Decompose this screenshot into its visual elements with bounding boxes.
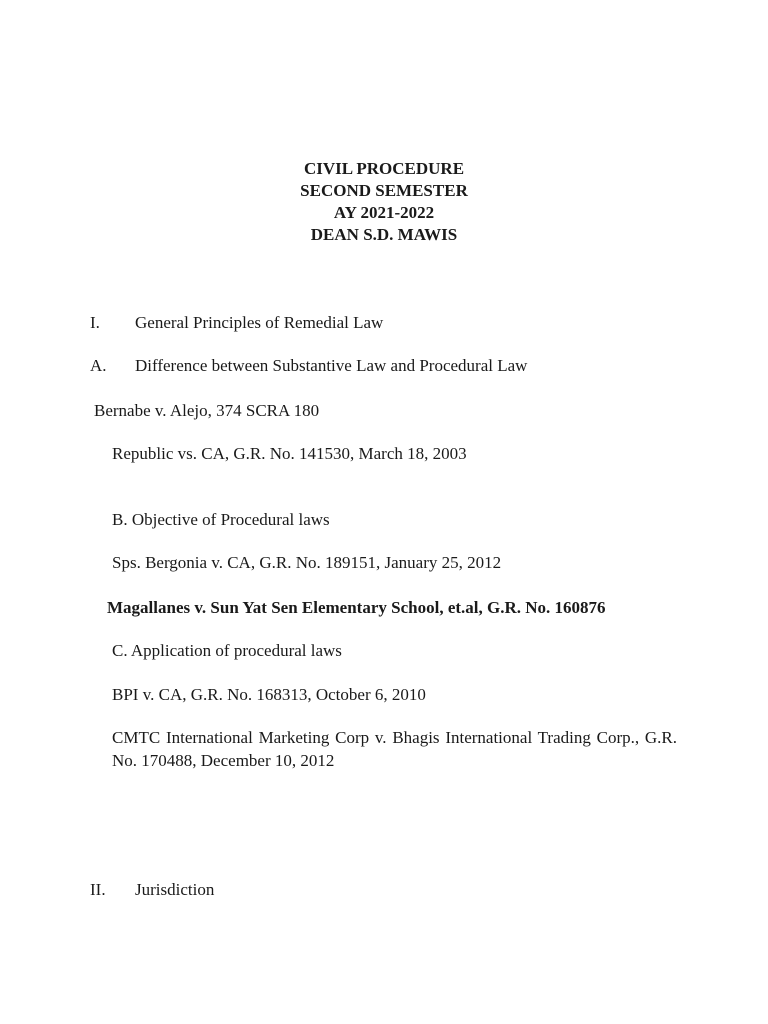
section-2-heading: Jurisdiction (135, 880, 215, 899)
subsection-b-heading: B. Objective of Procedural laws (112, 510, 330, 529)
document-title-block (0, 158, 768, 246)
section-2-numeral: II. (90, 880, 106, 899)
case-citation-bpi: BPI v. CA, G.R. No. 168313, October 6, 2010 (112, 685, 426, 704)
course-title: CIVIL PROCEDURE (303, 159, 465, 178)
semester-title: SECOND SEMESTER (300, 181, 468, 200)
case-citation-republic: Republic vs. CA, G.R. No. 141530, March 18, 2003 (112, 444, 467, 463)
subsection-a-heading: Difference between Substantive Law and Procedural Law (135, 356, 528, 375)
case-citation-cmtc: CMTC International Marketing Corp v. Bhagis International Trading Corp., G.R. No. 170488, December 10, 2012 (112, 728, 677, 770)
subsection-c-heading: C. Application of procedural laws (112, 641, 342, 660)
subsection-a-letter: A. (90, 356, 107, 375)
section-1-heading: General Principles of Remedial Law (135, 313, 384, 332)
case-citation-magallanes: Magallanes v. Sun Yat Sen Elementary School, et.al, G.R. No. 160876 (107, 598, 606, 617)
case-citation-bergonia: Sps. Bergonia v. CA, G.R. No. 189151, January 25, 2012 (112, 553, 502, 572)
section-1-numeral: I. (90, 313, 100, 332)
case-citation-bernabe: Bernabe v. Alejo, 374 SCRA 180 (94, 401, 320, 420)
instructor-name: DEAN S.D. MAWIS (310, 225, 458, 244)
academic-year: AY 2021-2022 (333, 203, 435, 222)
